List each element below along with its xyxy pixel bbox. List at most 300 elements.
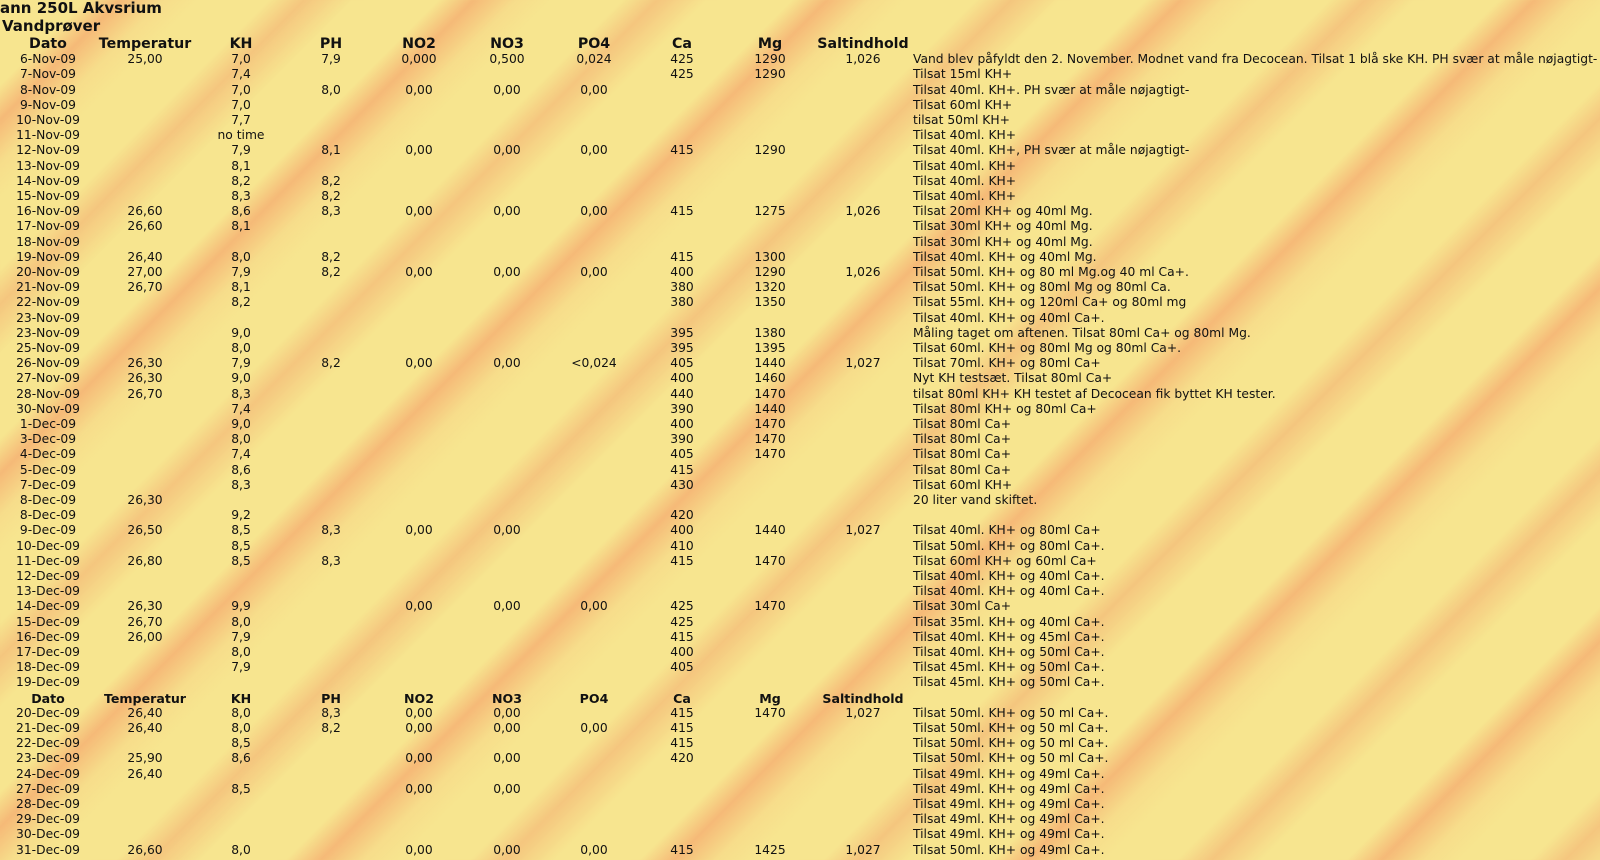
- cell-kh: 8,5: [231, 538, 251, 553]
- table-row: [0, 463, 1600, 478]
- cell-date: 18-Dec-09: [16, 660, 80, 675]
- cell-date: 28-Dec-09: [16, 797, 80, 811]
- cell-no2: NO2: [403, 690, 434, 706]
- table-row: [0, 113, 1600, 128]
- cell-note: Tilsat 35ml. KH+ og 40ml Ca+.: [913, 614, 1105, 629]
- cell-kh: 8,0: [231, 432, 251, 447]
- cell-no2: 0,00: [405, 842, 433, 857]
- cell-ca: 425: [670, 67, 694, 82]
- cell-salinity: Saltindhold: [822, 690, 904, 706]
- cell-date: 23-Nov-09: [16, 325, 80, 340]
- cell-kh: 8,3: [231, 386, 251, 401]
- cell-kh: 8,0: [231, 341, 251, 355]
- cell-ph: 8,2: [321, 356, 341, 371]
- cell-ca: 415: [670, 249, 694, 264]
- cell-salinity: 1,027: [845, 705, 881, 720]
- cell-note: Måling taget om aftenen. Tilsat 80ml Ca+ og 80ml Mg.: [913, 325, 1251, 340]
- table-row: [0, 539, 1600, 554]
- cell-mg: 1470: [754, 432, 786, 447]
- cell-temperature: 26,40: [127, 766, 163, 781]
- table-row: [0, 523, 1600, 538]
- cell-kh: KH: [230, 690, 252, 706]
- cell-note: Tilsat 49ml. KH+ og 49ml Ca+.: [913, 766, 1105, 781]
- cell-kh: 7,4: [231, 67, 251, 82]
- cell-date: 21-Nov-09: [16, 280, 80, 295]
- table-row: [0, 326, 1600, 341]
- cell-note: Tilsat 50ml. KH+ og 80ml Ca+.: [913, 538, 1105, 553]
- cell-date: 8-Nov-09: [19, 82, 76, 97]
- cell-date: 5-Dec-09: [19, 462, 77, 477]
- cell-ca: 415: [670, 842, 694, 857]
- cell-ca: 405: [670, 660, 694, 675]
- cell-temperature: 26,50: [127, 523, 163, 538]
- cell-note: Vand blev påfyldt den 2. November. Modnet vand fra Decocean. Tilsat 1 blå ske KH. PH svær at måle nøjagtigt-: [913, 52, 1598, 67]
- cell-no2: 0,00: [405, 599, 433, 614]
- table-row: [0, 356, 1600, 371]
- table-row: [0, 417, 1600, 432]
- cell-mg: 1290: [754, 67, 786, 82]
- cell-kh: 7,0: [231, 52, 251, 67]
- cell-date: 6-Nov-09: [19, 52, 76, 67]
- cell-note: Tilsat 40ml. KH+ og 45ml Ca+.: [913, 629, 1105, 644]
- cell-kh: 9,0: [231, 417, 251, 431]
- cell-no2: NO2: [402, 36, 436, 52]
- cell-date: 10-Dec-09: [16, 538, 80, 553]
- cell-no3: 0,00: [493, 751, 521, 766]
- cell-no2: 0,00: [405, 721, 433, 735]
- cell-ca: 415: [670, 629, 694, 644]
- cell-temperature: 26,70: [127, 386, 163, 401]
- cell-note: Tilsat 50ml. KH+ og 50 ml Ca+.: [913, 751, 1109, 766]
- table-row: [0, 204, 1600, 219]
- table-row: [0, 827, 1600, 842]
- table-row: [0, 767, 1600, 782]
- cell-mg: 1460: [754, 371, 786, 386]
- cell-mg: 1380: [754, 325, 786, 340]
- cell-temperature: 26,30: [127, 493, 163, 507]
- cell-temperature: 26,30: [127, 371, 163, 386]
- cell-po4: 0,00: [580, 143, 608, 158]
- cell-note: Tilsat 40ml. KH+ og 40ml Ca+.: [913, 569, 1105, 583]
- table-row: [0, 493, 1600, 508]
- table-row: [0, 645, 1600, 660]
- cell-mg: 1320: [754, 280, 786, 295]
- cell-temperature: 26,70: [127, 614, 163, 629]
- cell-ca: 425: [670, 52, 694, 67]
- cell-note: Tilsat 50ml. KH+ og 50 ml Ca+.: [913, 721, 1109, 735]
- table-row: [0, 341, 1600, 356]
- cell-ca: 395: [670, 341, 694, 355]
- table-row: [0, 219, 1600, 234]
- table-row: [0, 569, 1600, 584]
- cell-kh: 8,0: [231, 721, 251, 735]
- table-row: [0, 706, 1600, 721]
- table-row: [0, 189, 1600, 204]
- cell-ph: 8,2: [321, 189, 341, 203]
- cell-ph: 8,1: [321, 143, 341, 158]
- cell-temperature: 26,60: [127, 204, 163, 219]
- cell-ca: 390: [670, 401, 694, 416]
- cell-kh: 8,1: [231, 219, 251, 234]
- cell-ca: 400: [670, 417, 694, 431]
- cell-note: Tilsat 50ml. KH+ og 50 ml Ca+.: [913, 736, 1109, 751]
- cell-kh: 8,0: [231, 249, 251, 264]
- cell-kh: 8,3: [231, 189, 251, 203]
- cell-po4: PO4: [579, 690, 609, 706]
- cell-date: 1-Dec-09: [19, 417, 77, 431]
- cell-ca: 395: [670, 325, 694, 340]
- cell-note: Tilsat 20ml KH+ og 40ml Mg.: [913, 204, 1093, 219]
- cell-temperature: 26,30: [127, 599, 163, 614]
- cell-kh: 8,0: [231, 645, 251, 659]
- cell-mg: 1300: [754, 249, 786, 264]
- cell-kh: 9,0: [231, 325, 251, 340]
- cell-kh: 7,9: [231, 265, 251, 279]
- cell-temperature: 26,40: [127, 721, 163, 735]
- cell-note: Tilsat 80ml Ca+: [913, 447, 1012, 462]
- cell-temperature: 26,00: [127, 629, 163, 644]
- table-row: [0, 721, 1600, 736]
- cell-temperature: 26,70: [127, 280, 163, 295]
- cell-no3: 0,00: [493, 842, 521, 857]
- cell-note: Tilsat 49ml. KH+ og 49ml Ca+.: [913, 812, 1105, 827]
- cell-no2: 0,00: [405, 523, 433, 538]
- cell-note: Tilsat 40ml. KH+ og 50ml Ca+.: [913, 645, 1105, 659]
- cell-temperature: 27,00: [127, 265, 163, 279]
- header-row: [0, 37, 1600, 52]
- cell-date: 13-Dec-09: [16, 584, 80, 599]
- sheet-subtitle: Vandprøver: [2, 17, 101, 35]
- cell-kh: 8,5: [231, 781, 251, 796]
- table-row: [0, 432, 1600, 447]
- cell-note: Tilsat 40ml. KH+: [913, 128, 1017, 143]
- cell-ca: 420: [670, 508, 694, 523]
- cell-kh: 8,2: [231, 295, 251, 310]
- cell-po4: 0,00: [580, 265, 608, 279]
- cell-mg: Mg: [757, 36, 783, 52]
- cell-mg: 1440: [754, 401, 786, 416]
- table-row: [0, 630, 1600, 645]
- cell-no3: 0,00: [493, 143, 521, 158]
- cell-mg: 1395: [754, 341, 786, 355]
- cell-note: Tilsat 40ml. KH+: [913, 189, 1017, 203]
- cell-date: 15-Nov-09: [16, 189, 80, 203]
- cell-mg: Mg: [759, 690, 781, 706]
- cell-no3: NO3: [490, 36, 524, 52]
- table-row: [0, 812, 1600, 827]
- cell-date: 31-Dec-09: [16, 842, 80, 857]
- cell-ca: Ca: [673, 690, 691, 706]
- table-row: [0, 143, 1600, 158]
- cell-kh: 9,0: [231, 371, 251, 386]
- cell-ph: 8,3: [321, 523, 341, 538]
- table-row: [0, 295, 1600, 310]
- table-row: [0, 554, 1600, 569]
- cell-no2: 0,00: [405, 204, 433, 219]
- cell-temperature: Temperatur: [98, 36, 192, 52]
- cell-date: 10-Nov-09: [16, 113, 80, 127]
- table-row: [0, 599, 1600, 614]
- table-row: [0, 660, 1600, 675]
- cell-date: 8-Dec-09: [19, 508, 77, 523]
- cell-note: Tilsat 50ml. KH+ og 50 ml Ca+.: [913, 705, 1109, 720]
- cell-mg: 1440: [754, 523, 786, 538]
- cell-ca: 410: [670, 538, 694, 553]
- cell-note: Tilsat 55ml. KH+ og 120ml Ca+ og 80ml mg: [913, 295, 1187, 310]
- cell-temperature: 26,60: [127, 842, 163, 857]
- cell-ph: 8,2: [321, 173, 341, 188]
- cell-kh: 8,0: [231, 842, 251, 857]
- cell-no2: 0,00: [405, 356, 433, 371]
- cell-date: 8-Dec-09: [19, 493, 77, 507]
- cell-date: 11-Nov-09: [16, 128, 80, 143]
- cell-note: 20 liter vand skiftet.: [913, 493, 1038, 507]
- cell-mg: 1350: [754, 295, 786, 310]
- cell-mg: 1425: [754, 842, 786, 857]
- cell-note: Tilsat 50ml. KH+ og 80 ml Mg.og 40 ml Ca+.: [913, 265, 1189, 279]
- cell-no3: 0,500: [489, 52, 525, 67]
- cell-mg: 1470: [754, 386, 786, 401]
- cell-date: 12-Dec-09: [16, 569, 80, 583]
- cell-note: Tilsat 45ml. KH+ og 50ml Ca+.: [913, 660, 1105, 675]
- cell-note: Tilsat 45ml. KH+ og 50ml Ca+.: [913, 675, 1105, 690]
- cell-no3: 0,00: [493, 721, 521, 735]
- cell-kh: KH: [229, 36, 253, 52]
- cell-kh: 7,9: [231, 143, 251, 158]
- table-row: [0, 736, 1600, 751]
- cell-ca: 430: [670, 477, 694, 492]
- table-row: [0, 843, 1600, 858]
- cell-ca: 415: [670, 553, 694, 568]
- table-row: [0, 371, 1600, 386]
- cell-kh: 8,0: [231, 614, 251, 629]
- table-row: [0, 83, 1600, 98]
- cell-ca: 390: [670, 432, 694, 447]
- cell-kh: 9,9: [231, 599, 251, 614]
- cell-salinity: Saltindhold: [817, 36, 909, 52]
- cell-date: 18-Nov-09: [16, 234, 80, 249]
- cell-date: 3-Dec-09: [19, 432, 77, 447]
- cell-ph: 7,9: [321, 52, 341, 67]
- cell-kh: no time: [217, 128, 265, 143]
- cell-date: 4-Dec-09: [19, 447, 77, 462]
- cell-note: Tilsat 40ml. KH+. PH svær at måle nøjagtigt-: [913, 82, 1190, 97]
- table-row: [0, 615, 1600, 630]
- cell-kh: 7,0: [231, 82, 251, 97]
- table-row: [0, 98, 1600, 113]
- cell-salinity: 1,027: [845, 523, 881, 538]
- cell-no2: 0,00: [405, 751, 433, 766]
- cell-date: 23-Nov-09: [16, 310, 80, 325]
- cell-date: 29-Dec-09: [16, 812, 80, 827]
- cell-kh: 7,7: [231, 113, 251, 127]
- cell-date: 14-Nov-09: [16, 173, 80, 188]
- cell-kh: 8,1: [231, 158, 251, 173]
- cell-note: tilsat 80ml KH+ KH testet af Decocean fik byttet KH tester.: [913, 386, 1276, 401]
- cell-kh: 8,6: [231, 462, 251, 477]
- table-row: [0, 250, 1600, 265]
- cell-date: 14-Dec-09: [16, 599, 80, 614]
- cell-kh: 7,9: [231, 356, 251, 371]
- cell-date: 27-Dec-09: [16, 781, 80, 796]
- cell-kh: 8,3: [231, 477, 251, 492]
- cell-date: 20-Dec-09: [16, 705, 80, 720]
- cell-mg: 1275: [754, 204, 786, 219]
- cell-ca: 415: [670, 736, 694, 751]
- cell-ca: Ca: [672, 36, 692, 52]
- cell-date: 26-Nov-09: [16, 356, 80, 371]
- cell-note: Tilsat 30ml KH+ og 40ml Mg.: [913, 219, 1093, 234]
- cell-ca: 400: [670, 645, 694, 659]
- table-row: [0, 447, 1600, 462]
- cell-ca: 405: [670, 447, 694, 462]
- cell-no3: 0,00: [493, 599, 521, 614]
- cell-temperature: 25,90: [127, 751, 163, 766]
- cell-po4: 0,00: [580, 82, 608, 97]
- cell-ph: PH: [321, 690, 341, 706]
- cell-note: Tilsat 80ml Ca+: [913, 462, 1012, 477]
- cell-date: 23-Dec-09: [16, 751, 80, 766]
- table-row: [0, 311, 1600, 326]
- cell-ph: 8,2: [321, 249, 341, 264]
- cell-note: Tilsat 60ml. KH+ og 80ml Mg og 80ml Ca+.: [913, 341, 1182, 355]
- cell-ca: 415: [670, 705, 694, 720]
- table-row: [0, 235, 1600, 250]
- cell-ph: 8,2: [321, 721, 341, 735]
- cell-ca: 400: [670, 523, 694, 538]
- cell-temperature: 26,80: [127, 553, 163, 568]
- cell-temperature: 26,40: [127, 249, 163, 264]
- cell-kh: 8,5: [231, 523, 251, 538]
- cell-temperature: Temperatur: [103, 690, 187, 706]
- table-row: [0, 174, 1600, 189]
- cell-no2: 0,00: [405, 265, 433, 279]
- cell-temperature: 26,60: [127, 219, 163, 234]
- cell-temperature: 26,40: [127, 705, 163, 720]
- cell-no2: 0,000: [401, 52, 437, 67]
- table-row: [0, 67, 1600, 82]
- table-row: [0, 159, 1600, 174]
- cell-note: Tilsat 60ml KH+: [913, 477, 1013, 492]
- cell-note: tilsat 50ml KH+: [913, 113, 1010, 127]
- table-row: [0, 782, 1600, 797]
- cell-note: Tilsat 40ml. KH+ og 40ml Mg.: [913, 249, 1097, 264]
- cell-ca: 405: [670, 356, 694, 371]
- table-row: [0, 280, 1600, 295]
- cell-po4: <0,024: [571, 356, 617, 371]
- cell-mg: 1470: [754, 447, 786, 462]
- table-row: [0, 584, 1600, 599]
- cell-no3: 0,00: [493, 204, 521, 219]
- cell-note: Tilsat 40ml. KH+, PH svær at måle nøjagtigt-: [913, 143, 1190, 158]
- cell-note: Tilsat 40ml. KH+: [913, 158, 1017, 173]
- cell-note: Tilsat 80ml Ca+: [913, 432, 1012, 447]
- cell-mg: 1290: [754, 143, 786, 158]
- cell-date: 25-Nov-09: [16, 341, 80, 355]
- cell-note: Tilsat 49ml. KH+ og 49ml Ca+.: [913, 781, 1105, 796]
- cell-ph: 8,3: [321, 705, 341, 720]
- cell-note: Tilsat 40ml. KH+: [913, 173, 1017, 188]
- cell-kh: 7,9: [231, 660, 251, 675]
- table-row: [0, 478, 1600, 493]
- cell-date: 15-Dec-09: [16, 614, 80, 629]
- cell-kh: 7,9: [231, 629, 251, 644]
- cell-no3: 0,00: [493, 523, 521, 538]
- cell-mg: 1290: [754, 52, 786, 67]
- cell-temperature: 25,00: [127, 52, 163, 67]
- table-row: [0, 52, 1600, 67]
- cell-ca: 440: [670, 386, 694, 401]
- cell-note: Tilsat 40ml. KH+ og 40ml Ca+.: [913, 310, 1105, 325]
- cell-no3: 0,00: [493, 82, 521, 97]
- cell-ca: 380: [670, 280, 694, 295]
- cell-date: 12-Nov-09: [16, 143, 80, 158]
- cell-date: 22-Nov-09: [16, 295, 80, 310]
- sheet-title: ann 250L Akvsrium: [0, 0, 162, 17]
- cell-date: 30-Dec-09: [16, 827, 80, 842]
- cell-no3: 0,00: [493, 356, 521, 371]
- cell-date: 24-Dec-09: [16, 766, 80, 781]
- cell-date: 17-Nov-09: [16, 219, 80, 234]
- cell-kh: 8,2: [231, 173, 251, 188]
- table-row: [0, 797, 1600, 812]
- cell-date: 16-Dec-09: [16, 629, 80, 644]
- cell-mg: 1440: [754, 356, 786, 371]
- cell-ph: 8,3: [321, 204, 341, 219]
- cell-kh: 8,0: [231, 705, 251, 720]
- cell-date: 30-Nov-09: [16, 401, 80, 416]
- cell-kh: 8,1: [231, 280, 251, 295]
- cell-date: 19-Nov-09: [16, 249, 80, 264]
- cell-no3: NO3: [491, 690, 522, 706]
- table-row: [0, 265, 1600, 280]
- cell-note: Tilsat 60ml KH+: [913, 97, 1013, 112]
- cell-po4: PO4: [577, 36, 611, 52]
- cell-ca: 425: [670, 614, 694, 629]
- cell-kh: 8,6: [231, 751, 251, 766]
- cell-mg: 1470: [754, 599, 786, 614]
- cell-po4: 0,00: [580, 599, 608, 614]
- cell-mg: 1470: [754, 553, 786, 568]
- cell-mg: 1290: [754, 265, 786, 279]
- cell-date: 7-Nov-09: [19, 67, 76, 82]
- cell-date: 7-Dec-09: [19, 477, 77, 492]
- cell-kh: 8,5: [231, 553, 251, 568]
- cell-no2: 0,00: [405, 781, 433, 796]
- cell-note: Tilsat 49ml. KH+ og 49ml Ca+.: [913, 797, 1105, 811]
- cell-ph: 8,0: [321, 82, 341, 97]
- cell-ca: 400: [670, 265, 694, 279]
- cell-kh: 8,5: [231, 736, 251, 751]
- cell-ph: 8,2: [321, 265, 341, 279]
- cell-note: Tilsat 50ml. KH+ og 49ml Ca+.: [913, 842, 1105, 857]
- cell-kh: 7,4: [231, 447, 251, 462]
- cell-po4: 0,00: [580, 842, 608, 857]
- cell-ca: 420: [670, 751, 694, 766]
- cell-no3: 0,00: [493, 265, 521, 279]
- cell-po4: 0,00: [580, 204, 608, 219]
- table-row: [0, 128, 1600, 143]
- cell-ca: 415: [670, 462, 694, 477]
- cell-note: Tilsat 60ml KH+ og 60ml Ca+: [913, 553, 1097, 568]
- table-row: [0, 402, 1600, 417]
- cell-note: Nyt KH testsæt. Tilsat 80ml Ca+: [913, 371, 1113, 386]
- cell-date: 28-Nov-09: [16, 386, 80, 401]
- cell-note: Tilsat 80ml Ca+: [913, 417, 1012, 431]
- table-row: [0, 387, 1600, 402]
- cell-mg: 1470: [754, 705, 786, 720]
- cell-salinity: 1,027: [845, 842, 881, 857]
